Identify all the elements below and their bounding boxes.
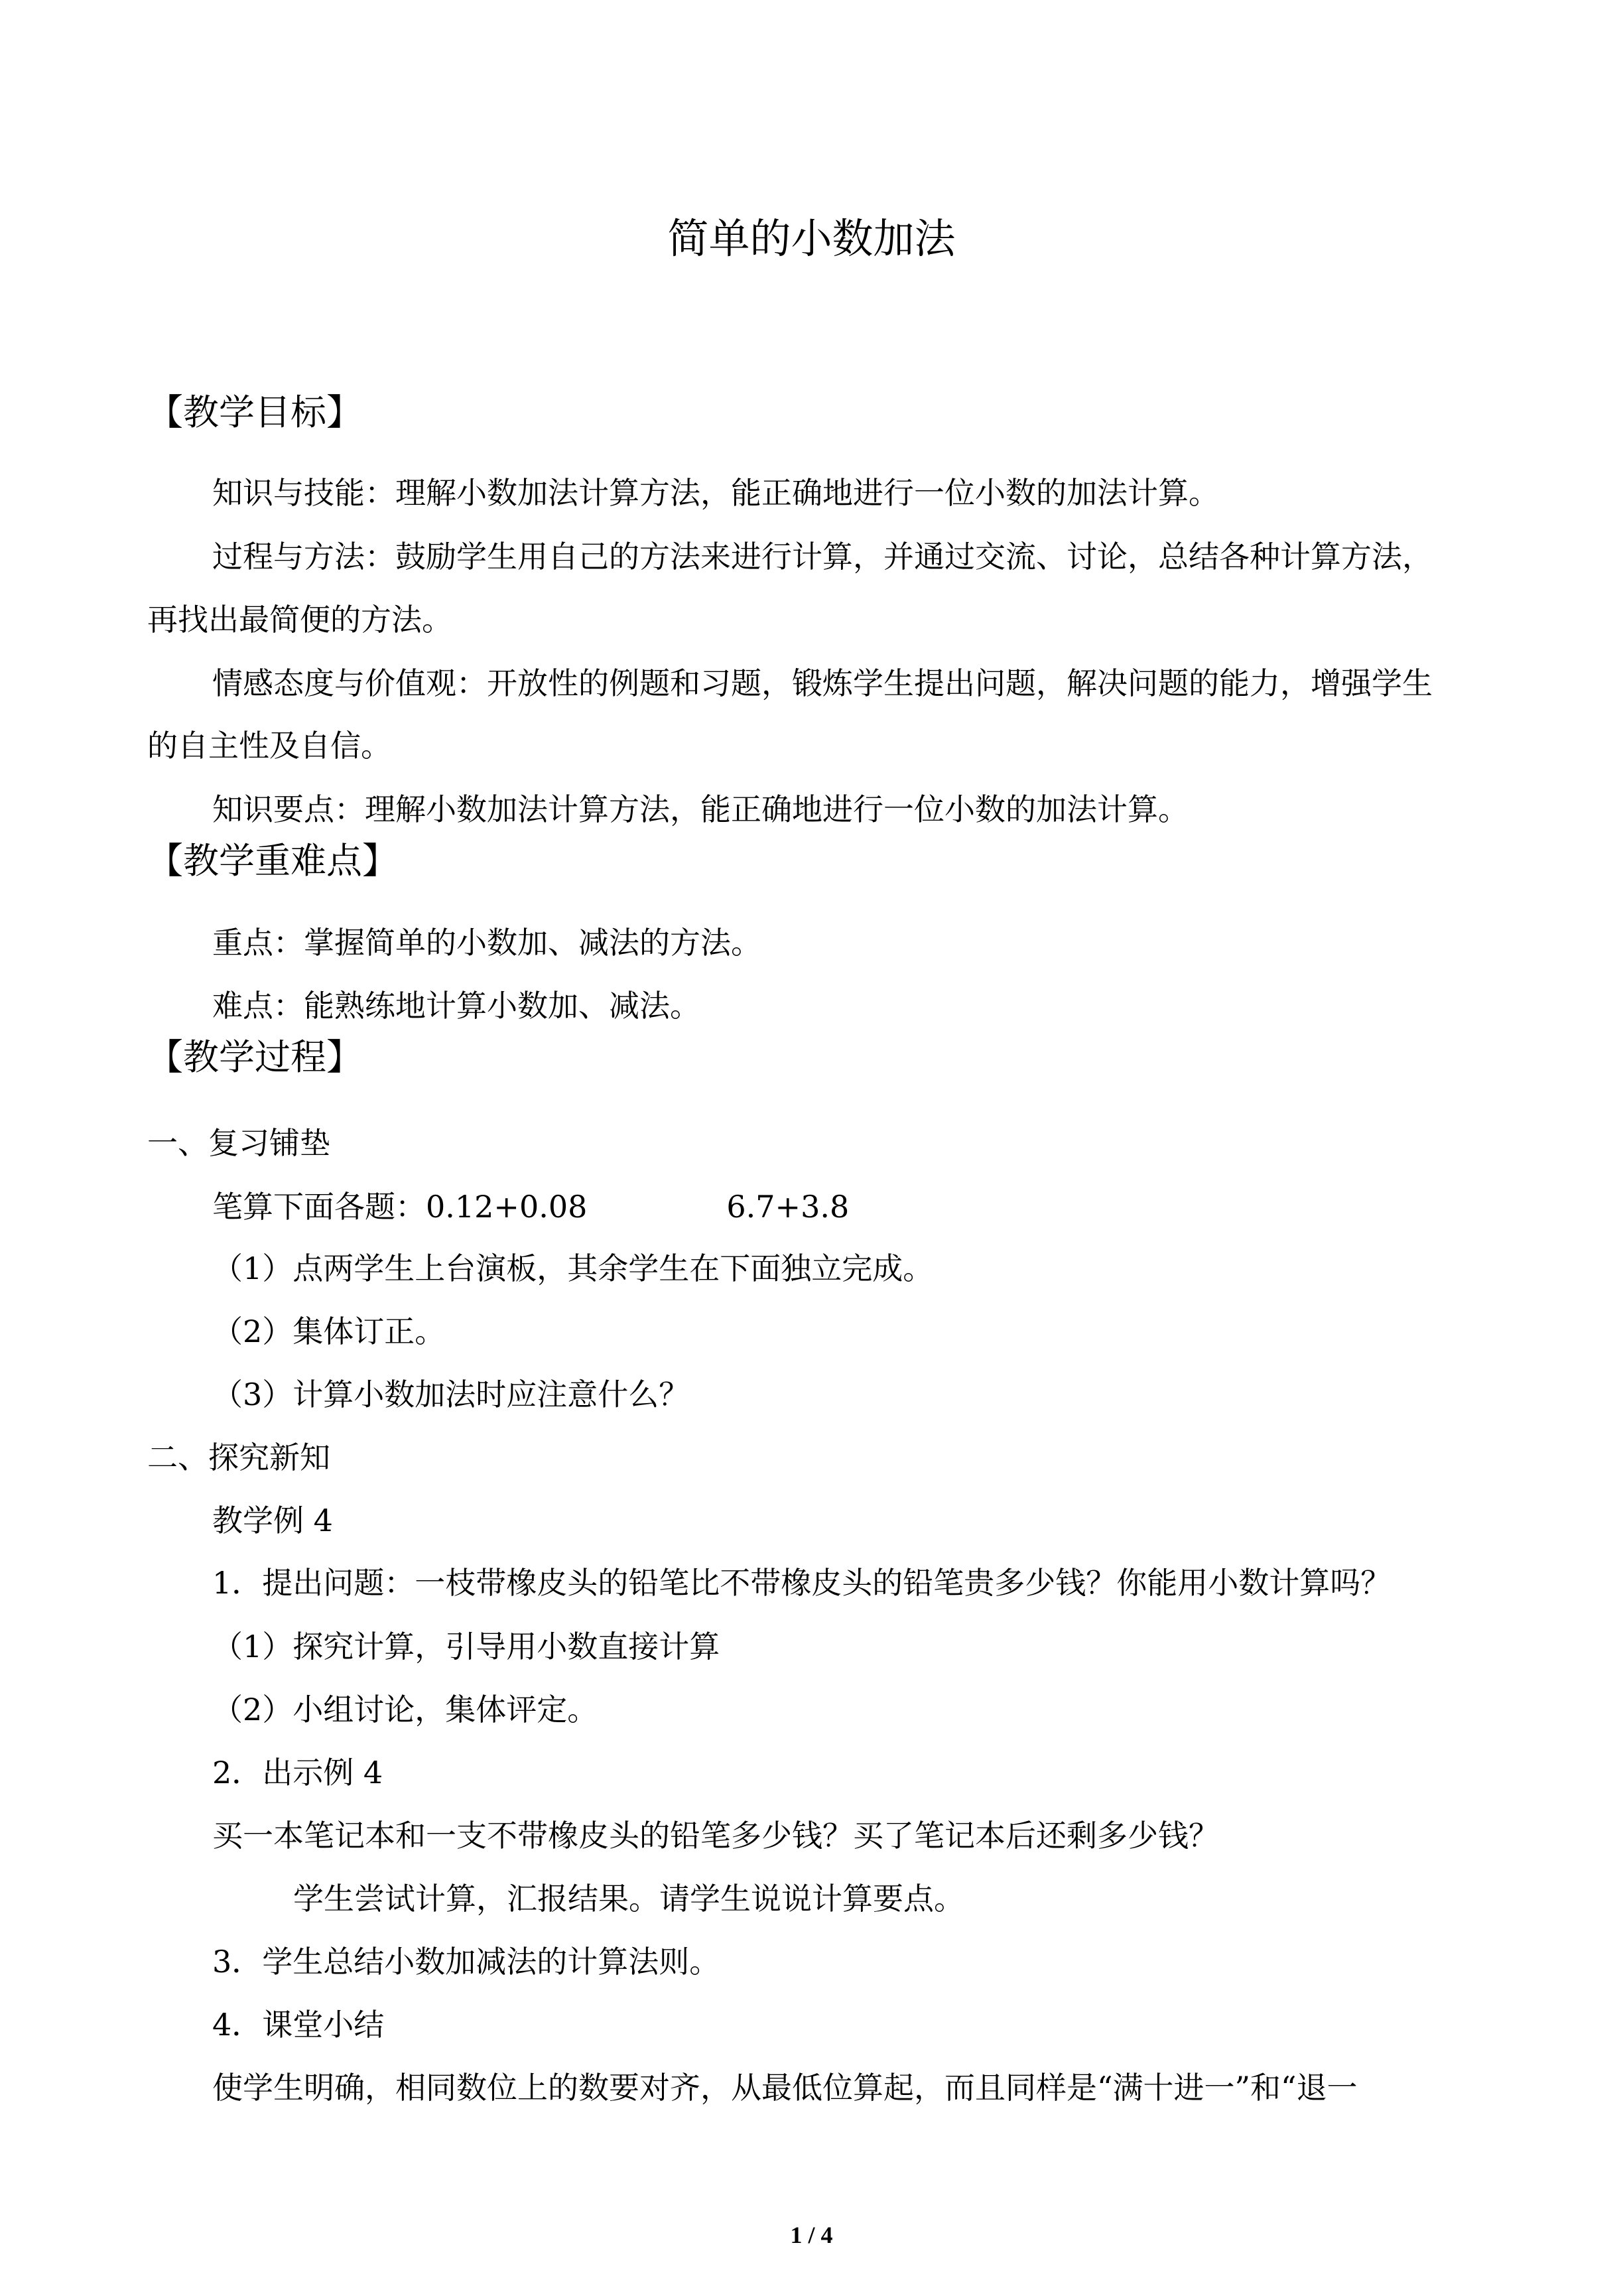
item3: 3．学生总结小数加减法的计算法则。 bbox=[212, 1944, 720, 1980]
part2-title: 二、探究新知 bbox=[147, 1440, 330, 1475]
section-heading-process: 【教学过程】 bbox=[147, 1036, 362, 1078]
item2: 2．出示例 4 bbox=[212, 1755, 383, 1790]
goal-emotion-line2: 的自主性及自信。 bbox=[147, 728, 391, 764]
goal-knowledge: 知识与技能：理解小数加法计算方法，能正确地进行一位小数的加法计算。 bbox=[212, 475, 1219, 511]
focus-text: 重点：掌握简单的小数加、减法的方法。 bbox=[212, 925, 761, 961]
review-step1: （1）点两学生上台演板，其余学生在下面独立完成。 bbox=[212, 1250, 934, 1286]
section-heading-goals: 【教学目标】 bbox=[147, 391, 362, 433]
item1: 1．提出问题：一枝带橡皮头的铅笔比不带橡皮头的铅笔贵多少钱？你能用小数计算吗？ bbox=[212, 1565, 1392, 1601]
exercise-2: 6.7+3.8 bbox=[726, 1189, 850, 1225]
example-label: 教学例 4 bbox=[212, 1503, 333, 1538]
exercise-label: 笔算下面各题：0.12+0.08 bbox=[212, 1189, 588, 1225]
item4: 4．课堂小结 bbox=[212, 2007, 385, 2043]
item1-sub1: （1）探究计算，引导用小数直接计算 bbox=[212, 1629, 720, 1664]
review-step3: （3）计算小数加法时应注意什么？ bbox=[212, 1377, 690, 1412]
goal-process-line2: 再找出最简便的方法。 bbox=[147, 602, 452, 638]
review-step2: （2）集体订正。 bbox=[212, 1314, 446, 1349]
goal-process-line1: 过程与方法：鼓励学生用自己的方法来进行计算，并通过交流、讨论，总结各种计算方法， bbox=[212, 539, 1433, 574]
difficulty-text: 难点：能熟练地计算小数加、减法。 bbox=[212, 988, 700, 1024]
part1-title: 一、复习铺垫 bbox=[147, 1125, 330, 1161]
page-title: 简单的小数加法 bbox=[667, 214, 956, 263]
section-heading-difficulties: 【教学重难点】 bbox=[147, 840, 398, 882]
exercise-line bbox=[212, 1186, 849, 1227]
page-number: 1 / 4 bbox=[790, 2222, 833, 2248]
item1-sub2: （2）小组讨论，集体评定。 bbox=[212, 1692, 598, 1727]
summary-text: 使学生明确，相同数位上的数要对齐，从最低位算起，而且同样是“满十进一”和“退一 bbox=[212, 2070, 1358, 2106]
item2-question: 买一本笔记本和一支不带橡皮头的铅笔多少钱？买了笔记本后还剩多少钱？ bbox=[212, 1818, 1219, 1854]
goal-emotion-line1: 情感态度与价值观：开放性的例题和习题，锻炼学生提出问题，解决问题的能力，增强学生 bbox=[212, 665, 1433, 701]
goal-key-points: 知识要点：理解小数加法计算方法，能正确地进行一位小数的加法计算。 bbox=[212, 791, 1189, 827]
item2-detail: 学生尝试计算，汇报结果。请学生说说计算要点。 bbox=[293, 1881, 964, 1917]
